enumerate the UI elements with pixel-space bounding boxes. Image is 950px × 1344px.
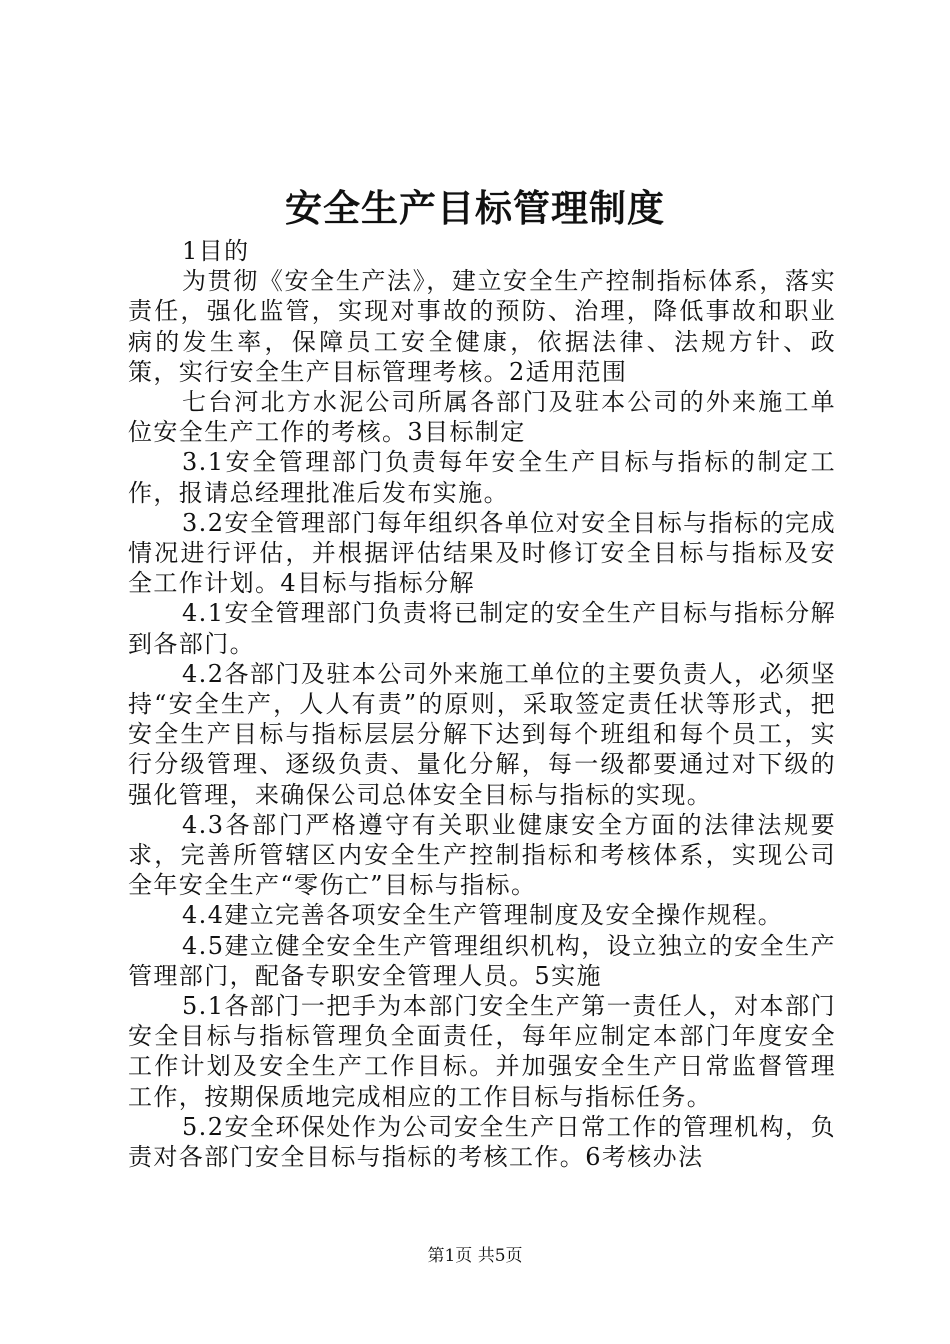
section-heading: 1目的 bbox=[182, 237, 250, 265]
paragraph: 为贯彻《安全生产法》，建立安全生产控制指标体系，落实责任，强化监管，实现对事故的预防、治理，降低事故和职业病的发生率，保障员工安全健康，依据法律、法规方针、政策，实行安全生产目标管理考核。2适用范围 bbox=[128, 267, 836, 386]
paragraph: 4.3各部门严格遵守有关职业健康安全方面的法律法规要求，完善所管辖区内安全生产控制指标和考核体系，实现公司全年安全生产“零伤亡”目标与指标。 bbox=[128, 810, 836, 900]
document-body bbox=[128, 236, 836, 1172]
paragraph: 4.1安全管理部门负责将已制定的安全生产目标与指标分解到各部门。 bbox=[128, 599, 836, 658]
paragraph: 5.2安全环保处作为公司安全生产日常工作的管理机构，负责对各部门安全目标与指标的考核工作。6考核办法 bbox=[128, 1112, 836, 1172]
paragraph: 3.1安全管理部门负责每年安全生产目标与指标的制定工作，报请总经理批准后发布实施。 bbox=[128, 448, 836, 507]
paragraph: 4.5建立健全安全生产管理组织机构，设立独立的安全生产管理部门，配备专职安全管理人员。5实施 bbox=[128, 931, 836, 990]
paragraph: 4.4建立完善各项安全生产管理制度及安全操作规程。 bbox=[182, 901, 784, 930]
paragraph: 4.2各部门及驻本公司外来施工单位的主要负责人，必须坚持“安全生产，人人有责”的原则，采取签定责任状等形式，把安全生产目标与指标层层分解下达到每个班组和每个员工，实行分级管理、逐级负责、量化分解，每一级都要通过对下级的强化管理，来确保公司总体安全目标与指标的实现。 bbox=[128, 659, 836, 809]
paragraph: 5.1各部门一把手为本部门安全生产第一责任人，对本部门安全目标与指标管理负全面责任，每年应制定本部门年度安全工作计划及安全生产工作目标。并加强安全生产日常监督管理工作，按期保质地完成相应的工作目标与指标任务。 bbox=[128, 992, 836, 1111]
paragraph: 3.2安全管理部门每年组织各单位对安全目标与指标的完成情况进行评估，并根据评估结果及时修订安全目标与指标及安全工作计划。4目标与指标分解 bbox=[128, 508, 836, 598]
document-title: 安全生产目标管理制度 bbox=[285, 186, 665, 230]
paragraph: 七台河北方水泥公司所属各部门及驻本公司的外来施工单位安全生产工作的考核。3目标制定 bbox=[128, 388, 836, 447]
page-number: 第1页 共5页 bbox=[427, 1246, 523, 1266]
